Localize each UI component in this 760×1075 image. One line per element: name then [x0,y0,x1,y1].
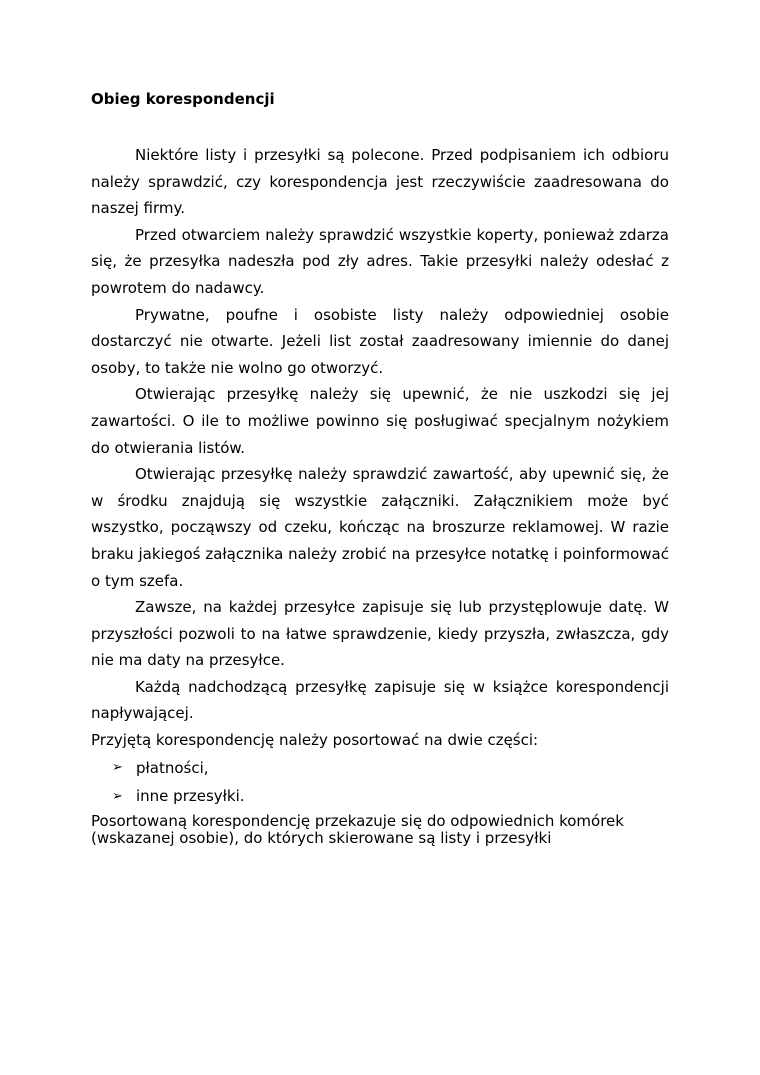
list-item [91,754,669,783]
paragraph-register-book: Każdą nadchodzącą przesyłkę zapisuje się w książce korespondencji napływającej. [91,677,669,723]
paragraph-check-envelopes: Przed otwarciem należy sprawdzić wszystkie koperty, ponieważ zdarza się, że przesyłka nadeszła pod zły adres. Takie przesyłki należy odesłać z powrotem do nadawcy. [91,225,669,297]
list-item-text: inne przesyłki. [136,787,245,806]
document-body [91,142,669,847]
list-item-text: płatności, [136,758,209,777]
paragraph-registered-mail: Niektóre listy i przesyłki są polecone. Przed podpisaniem ich odbioru należy sprawdzić, czy korespondencja jest rzeczywiście zaadresowana do naszej firmy. [91,146,669,218]
closing-paragraph: Posortowaną korespondencję przekazuje się do odpowiednich komórek (wskazanej osobie), do których skierowane są listy i przesyłki [91,811,624,847]
paragraph-check-attachments: Otwierając przesyłkę należy sprawdzić zawartość, aby upewnić się, że w środku znajdują się wszystkie załączniki. Załącznikiem może być wszystko, począwszy od czeku, kończąc na broszurze reklamowej. W razie braku jakiegoś załącznika należy zrobić na przesyłce notatkę i poinformować o tym szefa. [91,465,669,590]
sorting-categories-list [91,754,669,811]
paragraph-date-stamp: Zawsze, na każdej przesyłce zapisuje się lub przystęplowuje datę. W przyszłości pozwoli to na łatwe sprawdzenie, kiedy przyszła, zwłaszcza, gdy nie ma daty na przesyłce. [91,598,669,670]
paragraph-private-letters: Prywatne, poufne i osobiste listy należy odpowiedniej osobie dostarczyć nie otwarte. Jeżeli list został zaadresowany imiennie do danej osoby, to także nie wolno go otworzyć. [91,305,669,377]
document-title: Obieg korespondencji [91,90,275,108]
list-item [91,782,669,811]
arrow-bullet-icon: ➢ [112,788,123,804]
paragraph-opening-care: Otwierając przesyłkę należy się upewnić, że nie uszkodzi się jej zawartości. O ile to możliwe powinno się posługiwać specjalnym nożykiem do otwierania listów. [91,385,669,457]
list-intro: Przyjętą korespondencję należy posortować na dwie części: [91,731,539,750]
arrow-bullet-icon: ➢ [112,760,123,776]
